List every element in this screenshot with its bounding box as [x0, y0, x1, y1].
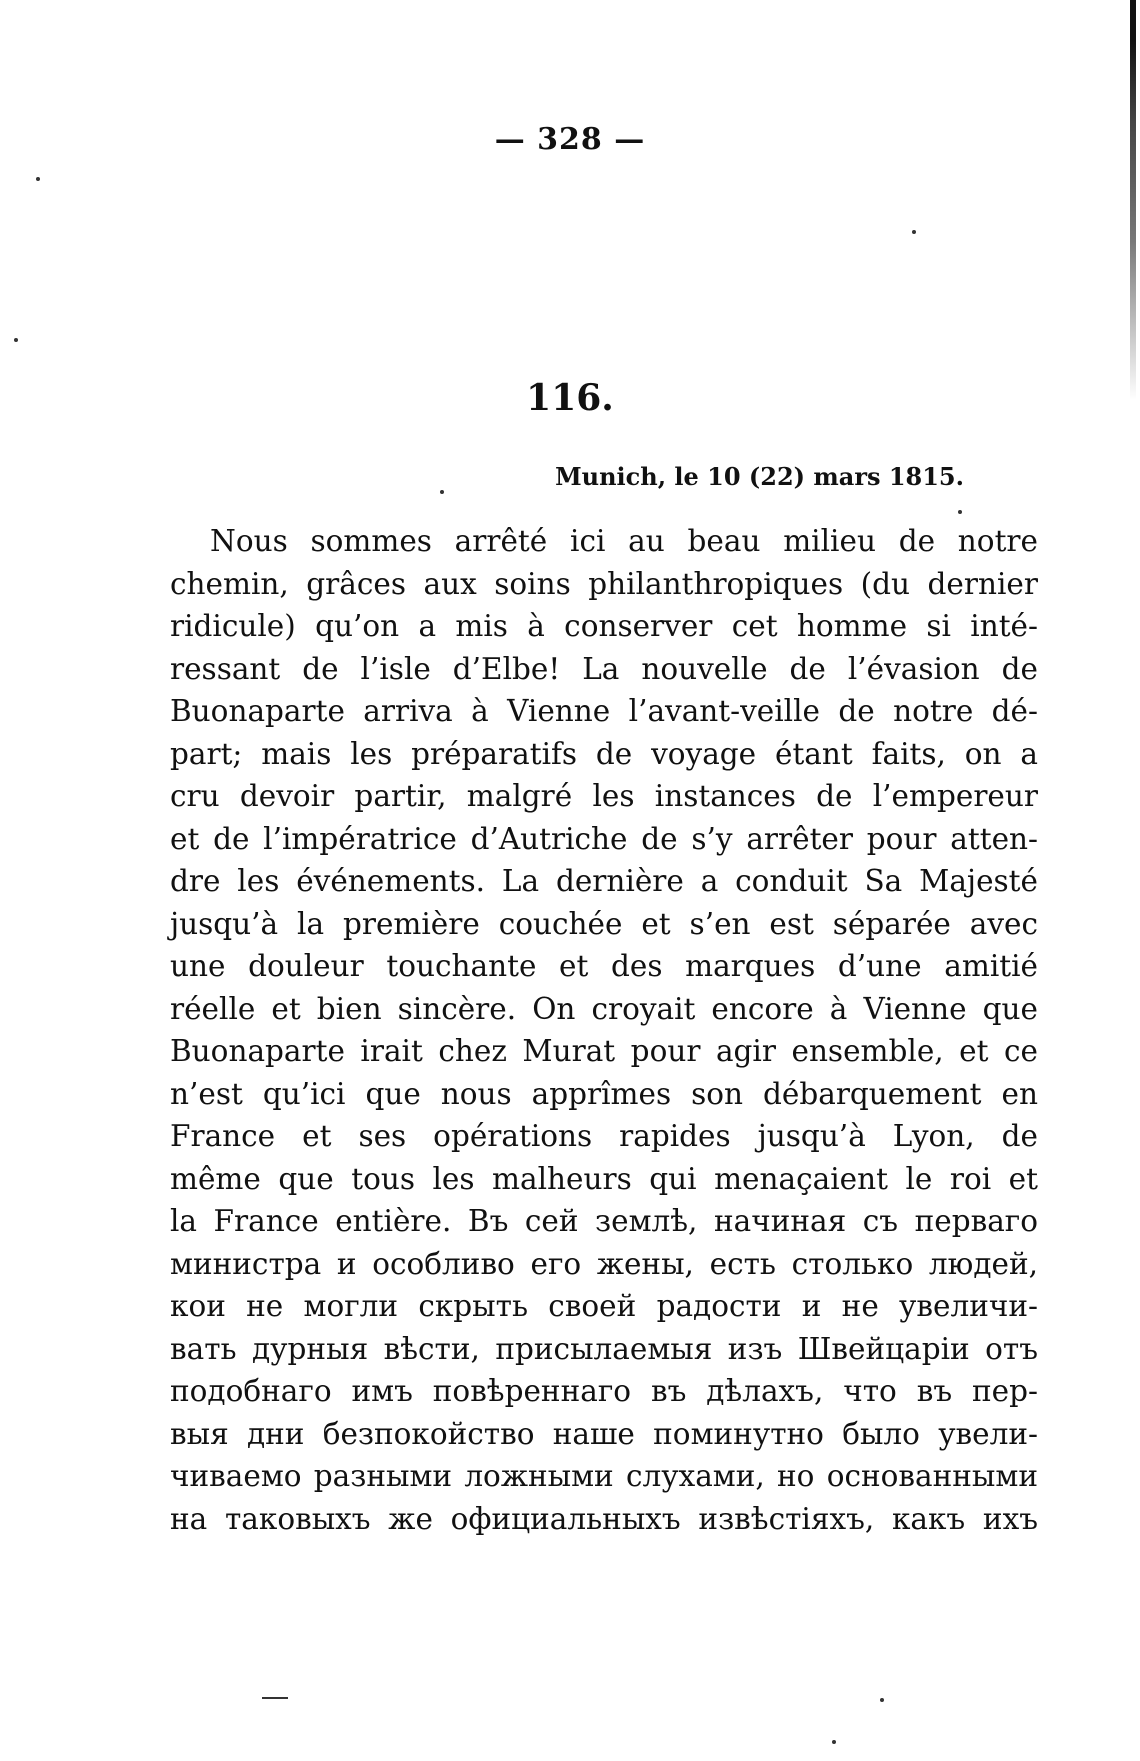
text-line: réelle et bien sincère. On croyait encore à Vienne que — [170, 991, 1038, 1026]
text-line: на таковыхъ же официальныхъ извѣстіяхъ, какъ ихъ — [170, 1501, 1038, 1536]
text-line: вать дурныя вѣсти, присылаемыя изъ Швейцаріи отъ — [170, 1331, 1038, 1366]
text-line: part; mais les préparatifs de voyage étant faits, on a — [170, 736, 1038, 771]
text-line: France et ses opérations rapides jusqu’à Lyon, de — [170, 1119, 1038, 1153]
text-line: Nous sommes arrêté ici au beau milieu de notre — [210, 524, 1038, 558]
scan-speck — [880, 1698, 884, 1702]
scan-speck — [36, 177, 40, 181]
text-line: Buonaparte arriva à Vienne l’avant-veille de notre dé- — [170, 694, 1038, 728]
scan-speck — [912, 230, 916, 234]
letter-number: 116. — [526, 377, 614, 419]
text-line: выя дни безпокойство наше поминутно было увели- — [170, 1416, 1038, 1451]
text-line: n’est qu’ici que nous apprîmes son débarquement en — [170, 1076, 1038, 1111]
text-line: Buonaparte irait chez Murat pour agir ensemble, et ce — [170, 1034, 1038, 1068]
text-line: ressant de l’isle d’Elbe! La nouvelle de l’évasion de — [170, 651, 1038, 686]
text-line: chemin, grâces aux soins philanthropiques (du dernier — [170, 566, 1038, 601]
text-line: cru devoir partir, malgré les instances de l’empereur — [170, 779, 1038, 813]
text-line: ridicule) qu’on a mis à conserver cet homme si inté- — [170, 609, 1038, 643]
dateline: Munich, le 10 (22) mars 1815. — [555, 462, 964, 491]
text-line: jusqu’à la première couchée et s’en est séparée avec — [170, 906, 1038, 941]
text-line: чиваемо разными ложными слухами, но основанными — [170, 1459, 1038, 1493]
scan-speck — [958, 510, 962, 514]
text-line: même que tous les malheurs qui menaçaient le roi et — [170, 1161, 1038, 1196]
text-line: et de l’impératrice d’Autriche de s’y arrêter pour atten- — [170, 821, 1038, 856]
letter-body — [170, 520, 1038, 1540]
text-line: кои не могли скрыть своей радости и не увеличи- — [170, 1289, 1038, 1323]
text-line: министра и особливо его жены, есть столько людей, — [170, 1246, 1038, 1281]
text-line: la France entière. Въ сей землѣ, начиная съ перваго — [170, 1204, 1038, 1238]
scan-edge-shadow — [1130, 0, 1136, 400]
scan-speck — [440, 490, 444, 494]
text-line: подобнаго имъ повѣреннаго въ дѣлахъ, что въ пер- — [170, 1374, 1038, 1408]
page-number: — 328 — — [494, 122, 646, 157]
scan-speck — [832, 1740, 836, 1744]
signature-rule — [262, 1697, 288, 1699]
text-line: une douleur touchante et des marques d’une amitié — [170, 949, 1038, 983]
scan-speck — [14, 338, 18, 342]
text-line: dre les événements. La dernière a conduit Sa Majesté — [170, 864, 1038, 898]
